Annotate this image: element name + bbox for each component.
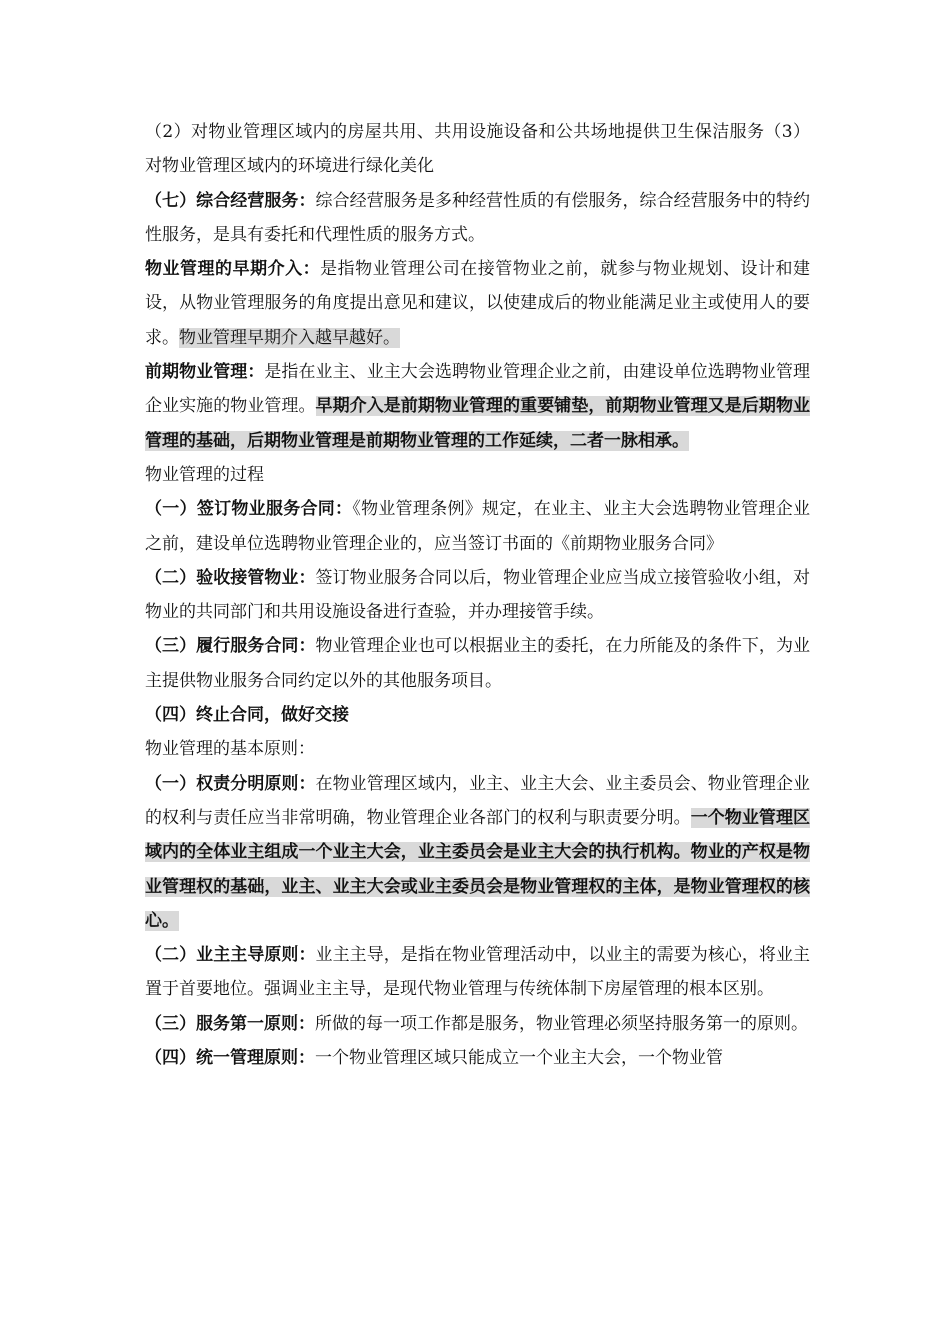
term-label: （二）验收接管物业： bbox=[145, 567, 316, 588]
term-label: （一）签订物业服务合同： bbox=[145, 499, 353, 520]
paragraph-early-intervention bbox=[145, 252, 810, 355]
paragraph-sign-contract bbox=[145, 492, 810, 561]
paragraph-perform-contract bbox=[145, 629, 810, 698]
heading-text: 物业管理的过程 bbox=[145, 464, 264, 485]
paragraph-comprehensive-service bbox=[145, 184, 810, 253]
highlighted-bold-text: 一个物业管理区域内的全体业主组成一个业主大会，业主委员会是业主大会的执行机构。物业的产权是物业管理权的基础，业主、业主大会或业主委员会是物业管理权的主体，是物业管理权的核心。 bbox=[145, 807, 811, 931]
highlighted-text: 物业管理早期介入越早越好。 bbox=[179, 327, 400, 348]
term-label: （三）服务第一原则： bbox=[145, 1013, 315, 1034]
paragraph-text: 所做的每一项工作都是服务，物业管理必须坚持服务第一的原则。 bbox=[315, 1013, 808, 1034]
term-label: （四）统一管理原则： bbox=[145, 1048, 315, 1069]
paragraph-preliminary-management bbox=[145, 355, 810, 458]
paragraph-text: 物业管理企业也可以根据业主的委托，在力所能及的条件下，为业主提供物业服务合同约定以外的其他服务项目。 bbox=[145, 636, 811, 691]
paragraph-text: 综合经营服务是多种经营性质的有偿服务，综合经营服务中的特约性服务，是具有委托和代理性质的服务方式。 bbox=[145, 190, 811, 245]
paragraph-unified-management bbox=[145, 1041, 810, 1075]
term-label: （三）履行服务合同： bbox=[145, 636, 316, 657]
paragraph-text: 是指在业主、业主大会选聘物业管理企业之前，由建设单位选聘物业管理企业实施的物业管理。 bbox=[145, 362, 811, 417]
term-label: 物业管理的早期介入： bbox=[145, 259, 321, 280]
term-label: （四）终止合同，做好交接 bbox=[145, 705, 349, 726]
document-page bbox=[145, 115, 810, 1075]
paragraph-cleaning-greening bbox=[145, 115, 810, 184]
paragraph-terminate-contract bbox=[145, 698, 810, 732]
paragraph-text: （2）对物业管理区域内的房屋共用、共用设施设备和公共场地提供卫生保洁服务（3）对物业管理区域内的环境进行绿化美化 bbox=[145, 122, 810, 177]
paragraph-text: 签订物业服务合同以后，物业管理企业应当成立接管验收小组，对物业的共同部门和共用设施设备进行查验，并办理接管手续。 bbox=[145, 567, 811, 623]
paragraph-service-first bbox=[145, 1007, 810, 1041]
paragraph-text: 《物业管理条例》规定，在业主、业主大会选聘物业管理企业之前，建设单位选聘物业管理企业的，应当签订书面的《前期物业服务合同》 bbox=[145, 499, 811, 554]
paragraph-accept-property bbox=[145, 561, 810, 630]
paragraph-rights-responsibilities bbox=[145, 767, 810, 938]
paragraph-text: 在物业管理区域内，业主、业主大会、业主委员会、物业管理企业的权利与责任应当非常明确，物业管理企业各部门的权利与职责要分明。 bbox=[145, 773, 811, 828]
section-heading-process bbox=[145, 458, 810, 492]
term-label: （一）权责分明原则： bbox=[145, 773, 316, 794]
highlighted-bold-text: 早期介入是前期物业管理的重要铺垫，前期物业管理又是后期物业管理的基础，后期物业管理是前期物业管理的工作延续，二者一脉相承。 bbox=[145, 396, 811, 451]
term-label: 前期物业管理： bbox=[145, 362, 265, 383]
section-heading-principles bbox=[145, 732, 810, 766]
term-label: （七）综合经营服务： bbox=[145, 190, 316, 211]
paragraph-text: 业主主导，是指在物业管理活动中，以业主的需要为核心，将业主置于首要地位。强调业主主导，是现代物业管理与传统体制下房屋管理的根本区别。 bbox=[145, 945, 811, 1000]
paragraph-text: 一个物业管理区域只能成立一个业主大会，一个物业管 bbox=[315, 1048, 723, 1069]
paragraph-owner-leading bbox=[145, 938, 810, 1007]
paragraph-text: 是指物业管理公司在接管物业之前，就参与物业规划、设计和建设，从物业管理服务的角度提出意见和建议，以使建成后的物业能满足业主或使用人的要求。 bbox=[145, 259, 811, 348]
term-label: （二）业主主导原则： bbox=[145, 945, 316, 966]
heading-text: 物业管理的基本原则： bbox=[145, 739, 315, 760]
